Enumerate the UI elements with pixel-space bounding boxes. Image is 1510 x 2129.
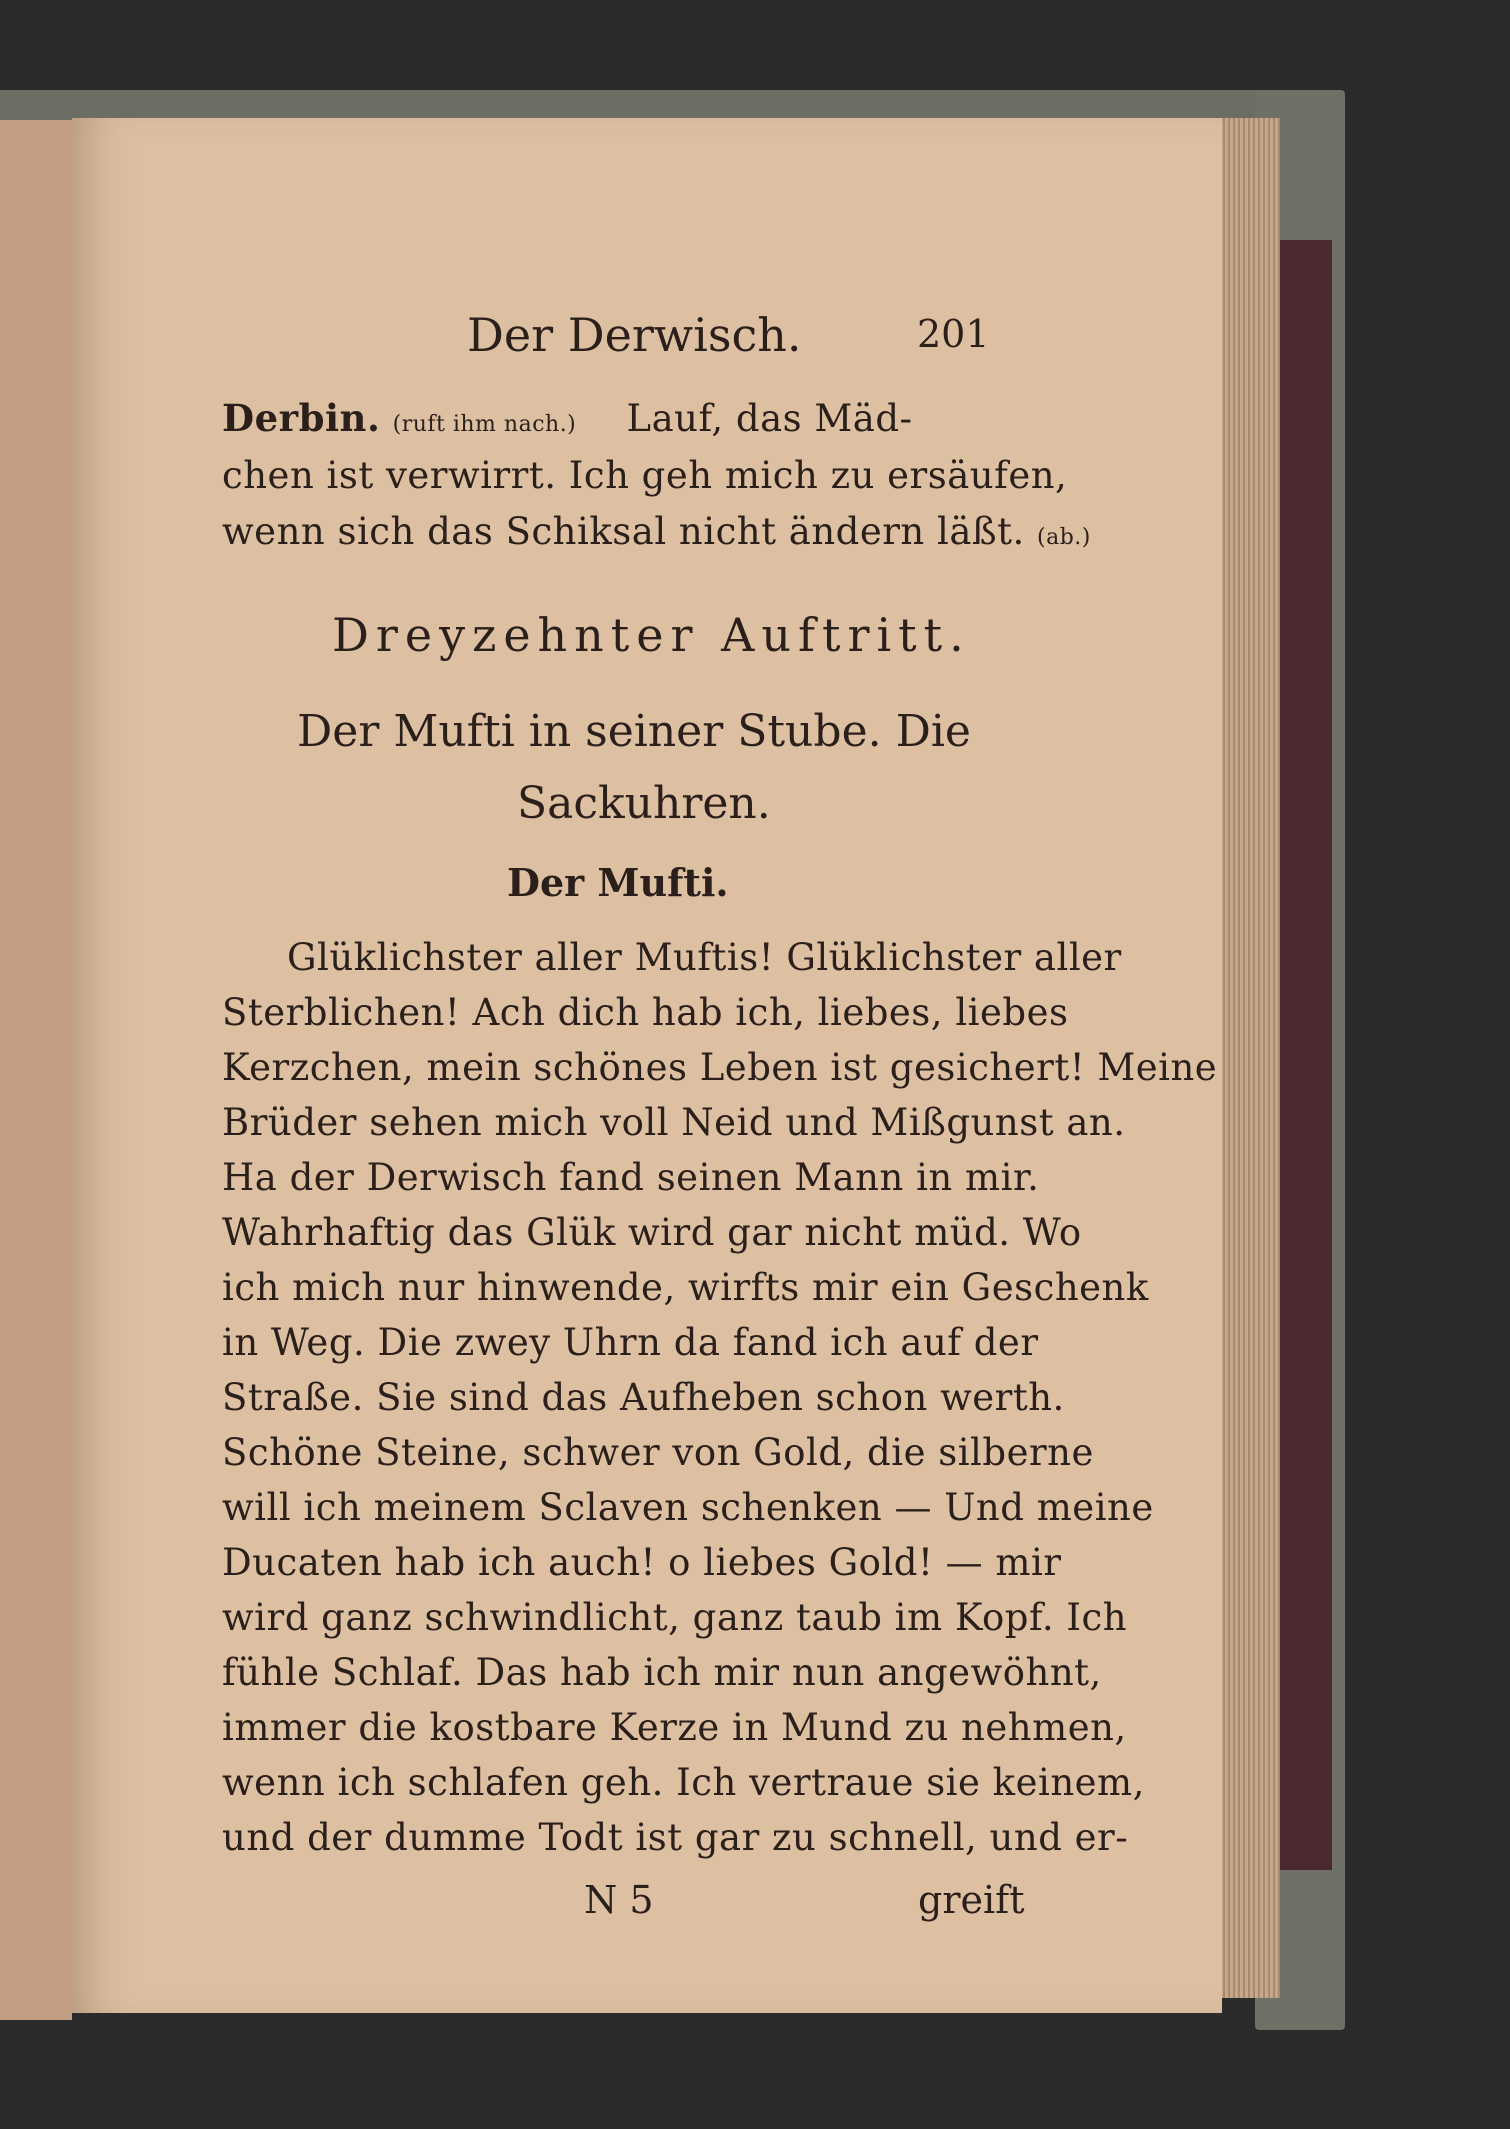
speaker-derbin: Derbin. bbox=[222, 396, 381, 440]
facing-page-edge bbox=[0, 120, 72, 2020]
monologue-line: ich mich nur hinwende, wirfts mir ein Geschenk bbox=[222, 1266, 1149, 1309]
monologue-line: Ducaten hab ich auch! o liebes Gold! — mir bbox=[222, 1541, 1062, 1584]
monologue-line: Glüklichster aller Muftis! Glüklichster aller bbox=[287, 936, 1122, 979]
monologue-line: und der dumme Todt ist gar zu schnell, und er- bbox=[222, 1816, 1129, 1859]
monologue-line: Ha der Derwisch fand seinen Mann in mir. bbox=[222, 1156, 1040, 1199]
monologue-line: Sterblichen! Ach dich hab ich, liebes, liebes bbox=[222, 991, 1069, 1034]
monologue-line: Straße. Sie sind das Aufheben schon werth. bbox=[222, 1376, 1065, 1419]
scene-description-line-1: Der Mufti in seiner Stube. Die bbox=[297, 706, 971, 757]
scene-heading: Dreyzehnter Auftritt. bbox=[332, 608, 971, 662]
monologue-line: Schöne Steine, schwer von Gold, die silberne bbox=[222, 1431, 1094, 1474]
stage-direction: (ruft ihm nach.) bbox=[392, 412, 577, 437]
monologue-line: immer die kostbare Kerze in Mund zu nehmen, bbox=[222, 1706, 1127, 1749]
page-number: 201 bbox=[917, 312, 990, 356]
opening-line-3 bbox=[222, 510, 1091, 553]
monologue-line: Wahrhaftig das Glük wird gar nicht müd. Wo bbox=[222, 1211, 1082, 1254]
book-page bbox=[72, 118, 1222, 2013]
speaker-mufti: Der Mufti. bbox=[507, 860, 729, 905]
opening-line-1 bbox=[222, 396, 913, 440]
monologue-line: in Weg. Die zwey Uhrn da fand ich auf der bbox=[222, 1321, 1039, 1364]
signature-mark: N 5 bbox=[584, 1878, 654, 1922]
monologue-line: wird ganz schwindlicht, ganz taub im Kopf. Ich bbox=[222, 1596, 1128, 1639]
monologue-line: Kerzchen, mein schönes Leben ist gesichert! Meine bbox=[222, 1046, 1218, 1089]
opening-line-3-text: wenn sich das Schiksal nicht ändern läßt. bbox=[222, 510, 1025, 553]
monologue-line: wenn ich schlafen geh. Ich vertraue sie keinem, bbox=[222, 1761, 1145, 1804]
monologue-line: will ich meinem Sclaven schenken — Und meine bbox=[222, 1486, 1154, 1529]
opening-line-2: chen ist verwirrt. Ich geh mich zu ersäufen, bbox=[222, 454, 1068, 497]
opening-line-1-text: Lauf, das Mäd- bbox=[626, 397, 913, 440]
monologue-line: Brüder sehen mich voll Neid und Mißgunst an. bbox=[222, 1101, 1126, 1144]
exit-direction: (ab.) bbox=[1037, 525, 1091, 550]
scene-description-line-2: Sackuhren. bbox=[517, 778, 771, 829]
catchword: greift bbox=[918, 1878, 1025, 1922]
monologue-line: fühle Schlaf. Das hab ich mir nun angewöhnt, bbox=[222, 1651, 1102, 1694]
running-title: Der Derwisch. bbox=[467, 308, 802, 362]
